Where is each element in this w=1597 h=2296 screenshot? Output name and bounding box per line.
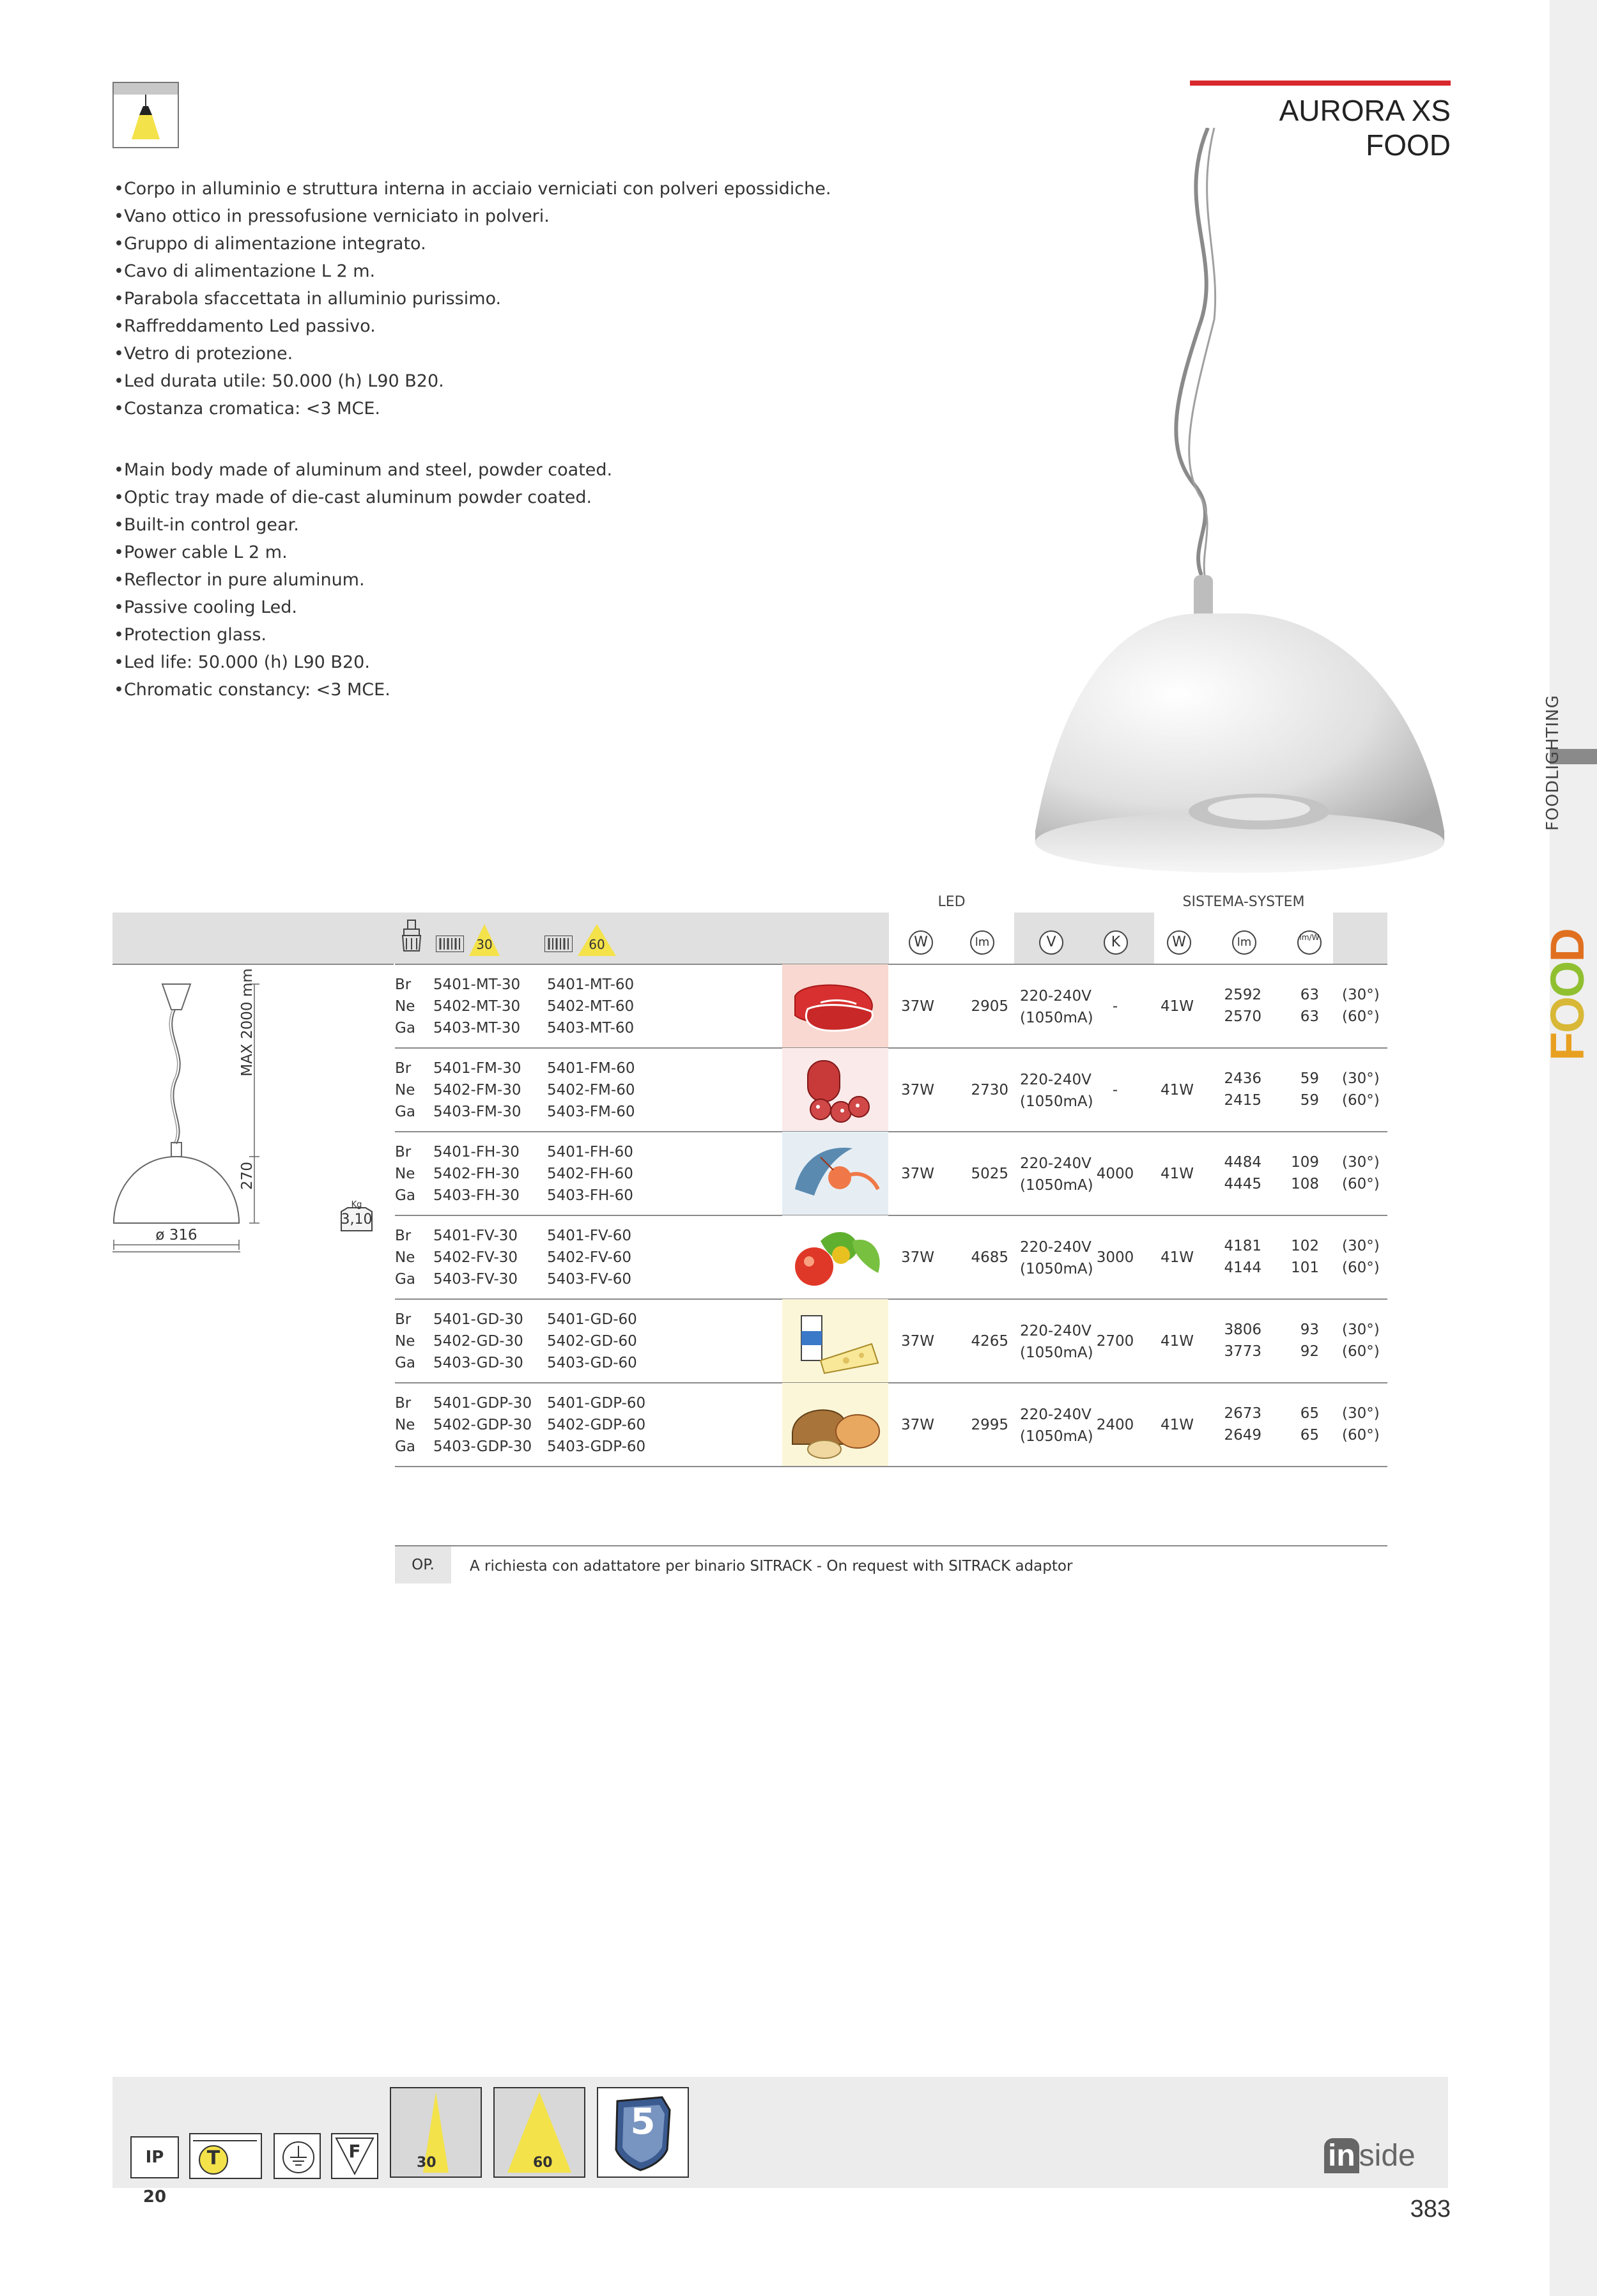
led-lumen: 4685 (971, 1249, 1008, 1266)
codes-30: 5401-GDP-30 5402-GDP-30 5403-GDP-30 (433, 1395, 532, 1455)
system-lumen: 2436 2415 (1224, 1070, 1261, 1109)
beam-angle: (30°) (60°) (1342, 1070, 1380, 1109)
vegetables-image (782, 1215, 888, 1298)
system-watt: 41W (1161, 1166, 1194, 1182)
feature-it: • Led durata utile: 50.000 (h) L90 B20. (114, 367, 831, 395)
sidebar-strip (1550, 0, 1597, 2296)
codes-60: 5401-GDP-60 5402-GDP-60 5403-GDP-60 (547, 1395, 646, 1455)
led-lumen: 2730 (971, 1082, 1008, 1098)
voltage: 220-240V (1050mA) (1020, 988, 1093, 1026)
system-lumen: 4484 4445 (1224, 1154, 1261, 1192)
voltage: 220-240V (1050mA) (1020, 1239, 1093, 1277)
feature-it: • Vano ottico in pressofusione verniciato in polveri. (114, 203, 831, 230)
pendant-icon (112, 82, 179, 148)
system-watt: 41W (1161, 1082, 1194, 1098)
beam-angle: (30°) (60°) (1342, 1238, 1380, 1276)
codes-60: 5401-GD-60 5402-GD-60 5403-GD-60 (547, 1311, 637, 1371)
watt-icon: W (909, 930, 933, 955)
feature-en: • Chromatic constancy: <3 MCE. (114, 676, 612, 704)
codes-60: 5401-FM-60 5402-FM-60 5403-FM-60 (547, 1060, 635, 1120)
feature-en: • Led life: 50.000 (h) L90 B20. (114, 649, 612, 676)
table-row-divider (395, 1131, 1387, 1132)
feature-it: • Gruppo di alimentazione integrato. (114, 230, 831, 258)
product-title: AURORA XS FOOD (1279, 94, 1451, 162)
codes-60: 5401-FV-60 5402-FV-60 5403-FV-60 (547, 1228, 632, 1288)
system-lumen: 2673 2649 (1224, 1405, 1261, 1444)
feature-en: • Passive cooling Led. (114, 594, 612, 621)
colour-temperature: 2700 (1096, 1333, 1134, 1350)
led-watt: 37W (901, 1417, 935, 1433)
system-group-header: SISTEMA-SYSTEM (1182, 894, 1305, 910)
beam-angle: (30°) (60°) (1342, 1154, 1380, 1192)
system-lumen-icon: lm (1232, 930, 1256, 955)
fish-image (782, 1132, 888, 1215)
efficacy-icon: lm/W (1297, 930, 1322, 955)
feature-it: • Parabola sfaccettata in alluminio purissimo. (114, 285, 831, 312)
colour-temperature: - (1112, 1082, 1118, 1098)
system-watt: 41W (1161, 1417, 1194, 1433)
colour-temperature: 3000 (1096, 1249, 1134, 1266)
efficacy: 65 65 (1300, 1405, 1319, 1444)
system-watt-icon: W (1167, 930, 1191, 955)
options-label: OP. (395, 1546, 451, 1583)
colour-temperature: 4000 (1096, 1166, 1134, 1182)
salami-image (782, 1048, 888, 1131)
height-label: 270 (239, 1162, 256, 1190)
voltage: 220-240V (1050mA) (1020, 1406, 1093, 1445)
warranty-shield-icon: 5 (597, 2087, 689, 2178)
features-english (114, 456, 612, 704)
weight-icon: Kg 3,10 (336, 1199, 377, 1232)
table-row-divider (395, 1215, 1387, 1216)
system-watt: 41W (1161, 998, 1194, 1015)
led-lumen: 2995 (971, 1417, 1008, 1433)
feature-it: • Costanza cromatica: <3 MCE. (114, 395, 831, 422)
beam-30-icon: 30 (467, 924, 502, 956)
led-group-header: LED (937, 894, 966, 910)
feature-en: • Reflector in pure aluminum. (114, 566, 612, 594)
feature-en: • Main body made of aluminum and steel, powder coated. (114, 456, 612, 484)
led-watt: 37W (901, 1249, 935, 1266)
beam-60-footer-icon: 60 (493, 2087, 585, 2178)
efficacy: 59 59 (1300, 1070, 1319, 1109)
efficacy: 102 101 (1291, 1238, 1319, 1276)
finish-list: Br Ne Ga (395, 976, 415, 1036)
voltage: 220-240V (1050mA) (1020, 1072, 1093, 1110)
finish-list: Br Ne Ga (395, 1311, 415, 1371)
feature-en: • Built-in control gear. (114, 511, 612, 539)
colour-temperature: - (1112, 998, 1118, 1015)
feature-it: • Cavo di alimentazione L 2 m. (114, 258, 831, 285)
table-row-divider (395, 1047, 1387, 1049)
lumen-icon: lm (970, 930, 994, 955)
food-logo: FOOD (1541, 929, 1594, 1061)
efficacy: 93 92 (1300, 1321, 1319, 1360)
system-watt: 41W (1161, 1333, 1194, 1350)
ground-icon (274, 2133, 321, 2179)
system-lumen: 3806 3773 (1224, 1321, 1261, 1360)
table-row-divider (395, 1298, 1387, 1300)
feature-en: • Protection glass. (114, 621, 612, 649)
table-row-divider (395, 1466, 1387, 1467)
led-watt: 37W (901, 998, 935, 1015)
system-lumen: 4181 4144 (1224, 1238, 1261, 1276)
finish-list: Br Ne Ga (395, 1144, 415, 1204)
feature-it: • Raffreddamento Led passivo. (114, 312, 831, 340)
inside-logo: in side (1324, 2138, 1416, 2173)
codes-30: 5401-MT-30 5402-MT-30 5403-MT-30 (433, 976, 521, 1036)
max-length-label: MAX 2000 mm (239, 968, 256, 1077)
codes-30: 5401-FH-30 5402-FH-30 5403-FH-30 (433, 1144, 520, 1204)
codes-60: 5401-FH-60 5402-FH-60 5403-FH-60 (547, 1144, 633, 1204)
beam-angle: (30°) (60°) (1342, 1321, 1380, 1360)
feature-en: • Power cable L 2 m. (114, 539, 612, 566)
title-accent-line (1190, 81, 1451, 86)
finish-list: Br Ne Ga (395, 1060, 415, 1120)
led-lumen: 4265 (971, 1333, 1008, 1350)
efficacy: 63 63 (1300, 987, 1319, 1025)
led-watt: 37W (901, 1333, 935, 1350)
kelvin-icon: K (1104, 930, 1128, 955)
beam-30-footer-icon: 30 (390, 2087, 482, 2178)
led-watt: 37W (901, 1166, 935, 1182)
beam-angle: (30°) (60°) (1342, 987, 1380, 1025)
led-watt: 37W (901, 1082, 935, 1098)
voltage: 220-240V (1050mA) (1020, 1323, 1093, 1361)
led-lumen: 2905 (971, 998, 1008, 1015)
led-lumen: 5025 (971, 1166, 1008, 1182)
features-italian (114, 175, 831, 422)
t-mark-icon: T (189, 2133, 262, 2179)
beam-60-icon: 60 (578, 924, 616, 956)
finish-list: Br Ne Ga (395, 1395, 415, 1455)
codes-60: 5401-MT-60 5402-MT-60 5403-MT-60 (547, 976, 635, 1036)
codes-30: 5401-GD-30 5402-GD-30 5403-GD-30 (433, 1311, 523, 1371)
finish-icon (399, 919, 424, 953)
barcode-icon (544, 936, 573, 952)
f-mark-icon: F (331, 2133, 378, 2179)
efficacy: 109 108 (1291, 1154, 1319, 1192)
product-photo (1010, 128, 1495, 882)
meat-image (782, 964, 888, 1047)
finish-list: Br Ne Ga (395, 1228, 415, 1288)
page-number: 383 (1410, 2196, 1451, 2223)
system-lumen: 2592 2570 (1224, 987, 1261, 1025)
codes-30: 5401-FV-30 5402-FV-30 5403-FV-30 (433, 1228, 518, 1288)
beam-angle: (30°) (60°) (1342, 1405, 1380, 1444)
diameter-label: ø 316 (155, 1227, 197, 1244)
ip-rating: IP 20 (130, 2136, 179, 2178)
dairy-image (782, 1299, 888, 1382)
feature-it: • Vetro di protezione. (114, 340, 831, 367)
feature-en: • Optic tray made of die-cast aluminum powder coated. (114, 484, 612, 511)
category-label: FOODLIGHTING (1543, 695, 1562, 831)
bread-image (782, 1383, 888, 1466)
codes-30: 5401-FM-30 5402-FM-30 5403-FM-30 (433, 1060, 521, 1120)
table-row-divider (395, 1382, 1387, 1383)
colour-temperature: 2400 (1096, 1417, 1134, 1433)
barcode-icon (436, 936, 464, 952)
feature-it: • Corpo in alluminio e struttura interna in acciaio verniciati con polveri epossidiche. (114, 175, 831, 203)
voltage: 220-240V (1050mA) (1020, 1155, 1093, 1194)
volt-icon: V (1039, 930, 1063, 955)
options-text: A richiesta con adattatore per binario SITRACK - On request with SITRACK adaptor (470, 1558, 1073, 1575)
system-watt: 41W (1161, 1249, 1194, 1266)
